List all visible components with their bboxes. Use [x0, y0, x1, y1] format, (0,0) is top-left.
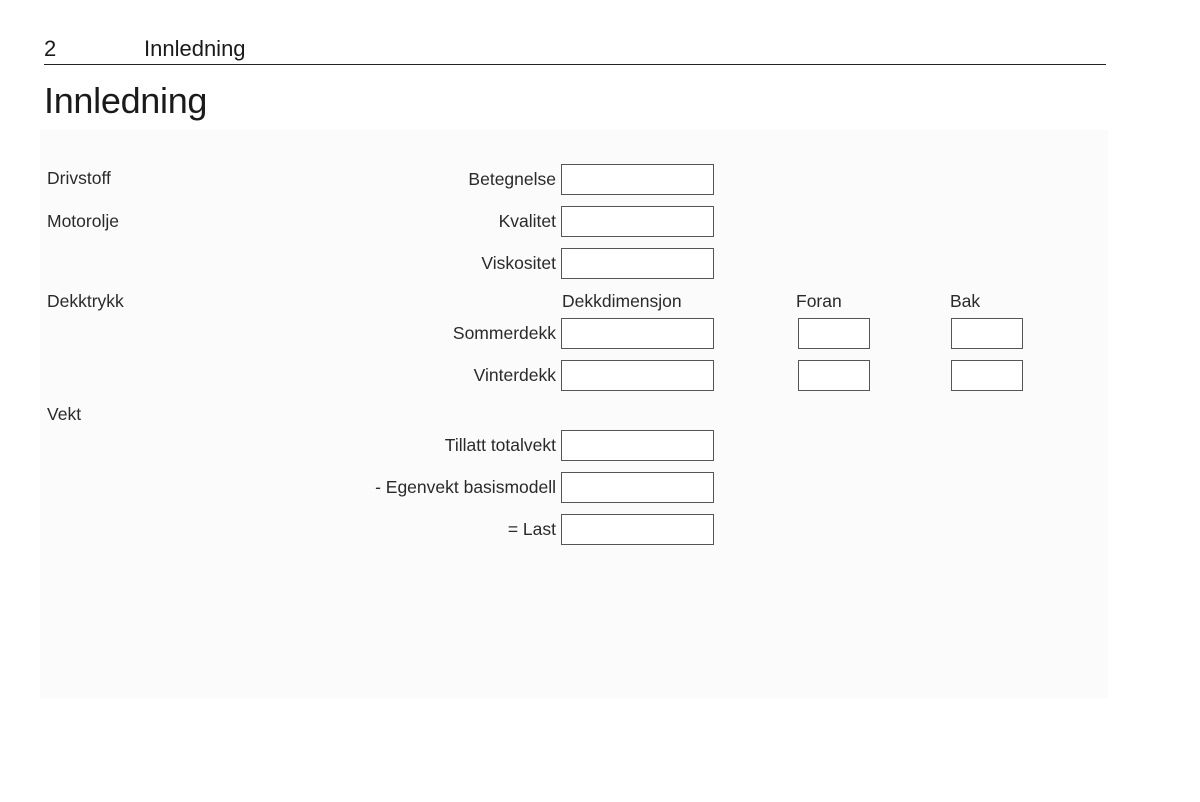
base-model-weight-label: - Egenvekt basismodell [375, 477, 556, 497]
quality-label: Kvalitet [498, 211, 556, 231]
designation-label: Betegnelse [468, 169, 556, 189]
page-number: 2 [44, 36, 57, 61]
page-title: Innledning [44, 80, 208, 121]
running-title: Innledning [144, 36, 246, 61]
permitted-total-weight-label: Tillatt totalvekt [444, 435, 556, 455]
section-weight: Vekt [47, 404, 82, 424]
viscosity-label: Viskositet [481, 253, 556, 273]
section-tyre-pressure: Dekktrykk [47, 291, 124, 311]
vehicle-data-form [40, 130, 1108, 698]
page-header [44, 34, 1106, 65]
load-field[interactable] [561, 514, 714, 545]
quality-field[interactable] [561, 206, 714, 237]
summer-tyres-label: Sommerdekk [452, 323, 556, 343]
viscosity-field[interactable] [561, 248, 714, 279]
front-header: Foran [796, 291, 842, 311]
winter-tyre-dimension-field[interactable] [561, 360, 714, 391]
winter-tyre-front-field[interactable] [798, 360, 870, 391]
section-engine-oil: Motorolje [47, 211, 119, 231]
base-model-weight-field[interactable] [561, 472, 714, 503]
winter-tyres-label: Vinterdekk [473, 365, 556, 385]
rear-header: Bak [950, 291, 981, 311]
load-label: = Last [507, 519, 556, 539]
summer-tyre-front-field[interactable] [798, 318, 870, 349]
section-fuel: Drivstoff [47, 168, 111, 188]
summer-tyre-rear-field[interactable] [951, 318, 1023, 349]
summer-tyre-dimension-field[interactable] [561, 318, 714, 349]
tyre-dimension-header: Dekkdimensjon [562, 291, 682, 311]
permitted-total-weight-field[interactable] [561, 430, 714, 461]
winter-tyre-rear-field[interactable] [951, 360, 1023, 391]
designation-field[interactable] [561, 164, 714, 195]
